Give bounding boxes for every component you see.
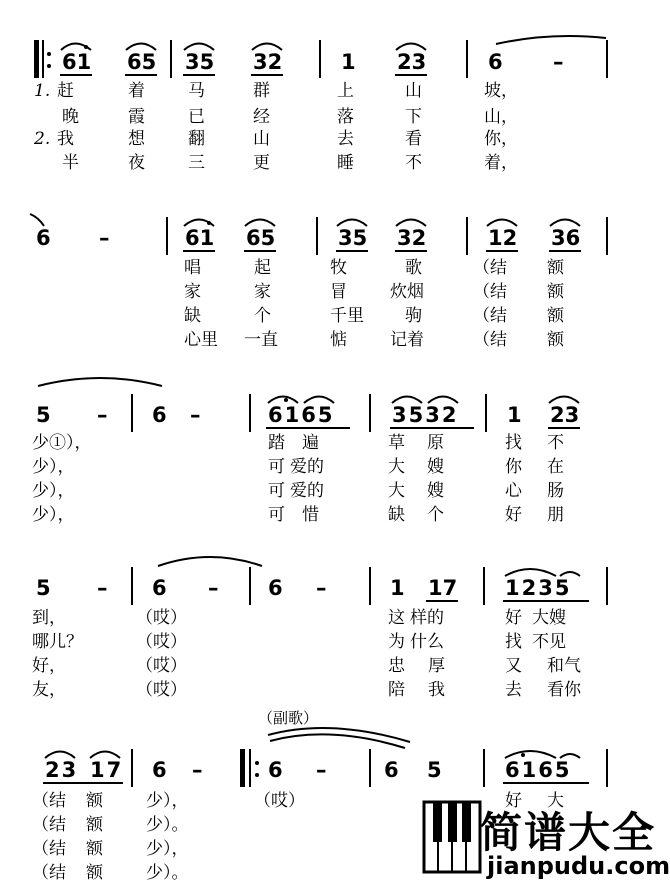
slur-mark: [560, 572, 580, 576]
octave-dot: [521, 753, 525, 757]
lyric: 惜: [302, 505, 319, 525]
lyric: 额: [547, 330, 564, 350]
lyric: 你，: [484, 129, 518, 149]
lyric: 这: [388, 608, 405, 628]
lyric: 落: [337, 107, 354, 127]
lyric: 到，: [32, 608, 66, 628]
lyric: 着，: [484, 153, 518, 173]
note: 65: [246, 226, 276, 250]
lyric: （结: [473, 282, 507, 302]
tie-mark: [30, 214, 44, 226]
note: 1235: [505, 576, 572, 600]
lyric: 又: [505, 656, 522, 676]
lyric: 好: [505, 608, 522, 628]
lyric: 额: [86, 863, 103, 883]
note: 12: [488, 226, 518, 250]
note: 1: [507, 403, 522, 427]
lyric: 少①），: [32, 433, 92, 453]
lyric: 额: [86, 839, 103, 859]
lyric: 赶: [57, 81, 74, 101]
lyric: 肠: [547, 481, 564, 501]
lyric: 少），: [146, 791, 189, 811]
lyric: 看你: [547, 680, 581, 700]
lyric: 少），: [32, 505, 75, 525]
lyric: 朋: [547, 505, 564, 525]
lyric: 唱: [184, 258, 201, 278]
lyric: 牧: [330, 258, 347, 278]
lyric: （结: [473, 306, 507, 326]
note: –: [97, 403, 108, 427]
lyric: 额: [547, 258, 564, 278]
note: 36: [551, 226, 581, 250]
note: 35: [185, 50, 215, 74]
note: 6165: [505, 758, 572, 782]
lyric: （哎）: [136, 680, 187, 700]
refrain-arc: [270, 734, 405, 748]
lyric: 大: [388, 481, 405, 501]
octave-dot: [284, 398, 288, 402]
note: 23: [45, 758, 79, 782]
lyric: 去: [505, 680, 522, 700]
lyric: 歌: [405, 258, 422, 278]
lyric: 原: [427, 433, 444, 453]
lyric: 好: [505, 505, 522, 525]
lyric: （结: [32, 863, 66, 883]
lyric: 大: [388, 457, 405, 477]
watermark-url: jianpudu.com: [487, 852, 670, 880]
slur-mark: [252, 44, 282, 51]
lyric: 哪儿？: [32, 632, 83, 652]
note: 6: [488, 50, 503, 74]
lyric: 驹: [405, 306, 422, 326]
slur-mark: [549, 397, 579, 404]
lyric: 山: [405, 81, 422, 101]
lyric: 千里: [330, 306, 364, 326]
lyric: 少）。: [146, 863, 189, 883]
lyric: 晚: [62, 107, 79, 127]
lyric: （哎）: [136, 656, 187, 676]
note: 6: [152, 576, 167, 600]
lyric: 家: [254, 282, 271, 302]
lyric: （结: [32, 791, 66, 811]
note: 35: [338, 226, 368, 250]
lyric: 翻: [188, 129, 205, 149]
refrain-label: （副歌）: [258, 709, 319, 727]
lyric: 草: [388, 433, 405, 453]
lyric: 家: [184, 282, 201, 302]
note: –: [99, 226, 110, 250]
slur-mark: [268, 397, 298, 404]
note: 6165: [268, 403, 335, 427]
lyric: 记着: [390, 330, 424, 350]
slur-mark: [396, 220, 426, 227]
lyric: 我: [428, 680, 445, 700]
slur-mark: [505, 569, 556, 576]
tie-mark: [158, 557, 262, 566]
note: 32: [253, 50, 283, 74]
lyric: 不: [405, 153, 422, 173]
lyric: 少），: [146, 839, 189, 859]
lyric: 缺: [184, 306, 201, 326]
lyric: （哎）: [254, 791, 305, 811]
note: 6: [36, 226, 51, 250]
lyric: 霞: [128, 107, 145, 127]
note: –: [190, 403, 201, 427]
note: –: [208, 576, 219, 600]
lyric: 少），: [32, 481, 75, 501]
note: 23: [397, 50, 427, 74]
lyric: 缺: [388, 505, 405, 525]
lyric: 三: [188, 153, 205, 173]
note: 5: [36, 576, 51, 600]
tie-mark: [496, 36, 606, 44]
lyric: 上: [337, 81, 354, 101]
note: –: [553, 50, 564, 74]
lyric: 惦: [330, 330, 347, 350]
lyric: 友，: [32, 680, 66, 700]
note: 6: [384, 758, 399, 782]
note: 6: [152, 403, 167, 427]
lyric: 群: [253, 81, 270, 101]
lyric: 可: [268, 481, 285, 501]
note: 17: [90, 758, 124, 782]
lyric: （结: [32, 839, 66, 859]
lyric: 额: [547, 282, 564, 302]
lyric: 冒: [330, 282, 347, 302]
lyric: 个: [254, 306, 271, 326]
note: 23: [550, 403, 580, 427]
note: 1: [390, 576, 405, 600]
lyric: 我: [57, 129, 74, 149]
lyric: 更: [253, 153, 270, 173]
lyric: 经: [253, 107, 270, 127]
note: 6: [268, 576, 283, 600]
lyric: 额: [86, 815, 103, 835]
lyric: （结: [473, 258, 507, 278]
note: 1: [341, 50, 356, 74]
lyric: 不: [547, 433, 564, 453]
lyric: 陪: [388, 680, 405, 700]
verse-number: 1.: [34, 81, 51, 101]
slur-mark: [550, 220, 580, 227]
lyric: 踏: [268, 433, 285, 453]
lyric: 好，: [32, 656, 66, 676]
lyric: 和气: [547, 656, 581, 676]
slur-mark: [505, 751, 556, 758]
slur-mark: [428, 397, 458, 404]
note: 61: [185, 226, 215, 250]
slur-mark: [487, 220, 517, 227]
lyric: 额: [547, 306, 564, 326]
lyric: （哎）: [136, 608, 187, 628]
lyric: （结: [473, 330, 507, 350]
lyric: 嫂: [427, 457, 444, 477]
lyric: 坡，: [484, 81, 518, 101]
verse-number: 2.: [34, 129, 51, 149]
lyric: （结: [32, 815, 66, 835]
note: 32: [397, 226, 427, 250]
lyric: 你: [505, 457, 522, 477]
slur-mark: [126, 44, 156, 51]
note: 3532: [392, 403, 459, 427]
slur-mark: [45, 752, 75, 759]
lyric: 山，: [484, 107, 518, 127]
lyric: 什么: [410, 632, 444, 652]
lyric: 山: [253, 129, 270, 149]
lyric: 已: [188, 107, 205, 127]
note: –: [316, 758, 327, 782]
note: –: [192, 758, 203, 782]
slur-mark: [304, 397, 334, 404]
lyric: 去: [337, 129, 354, 149]
lyric: 心里: [184, 330, 218, 350]
lyric: 厚: [428, 656, 445, 676]
lyric: 可: [268, 505, 285, 525]
lyric: 着: [128, 81, 145, 101]
octave-dot: [207, 221, 211, 225]
lyric: 炊烟: [390, 282, 424, 302]
lyric: 睡: [337, 153, 354, 173]
lyric: 找: [505, 632, 522, 652]
lyric: 心: [505, 481, 522, 501]
slur-mark: [245, 220, 275, 227]
lyric: 爱的: [290, 457, 324, 477]
lyric: 马: [188, 81, 205, 101]
lyric: 遍: [302, 433, 319, 453]
slur-mark: [392, 397, 422, 404]
note: 6: [268, 758, 283, 782]
slur-mark: [560, 754, 580, 758]
lyric: （哎）: [136, 632, 187, 652]
tie-mark: [38, 378, 162, 386]
lyric: 大嫂: [532, 608, 566, 628]
lyric: 一直: [244, 330, 278, 350]
note: 5: [427, 758, 442, 782]
slur-mark: [396, 44, 426, 51]
note: 6: [152, 758, 167, 782]
note: 5: [36, 403, 51, 427]
lyric: 好: [505, 791, 522, 811]
slur-mark: [184, 44, 214, 51]
note: –: [97, 576, 108, 600]
slur-mark: [337, 220, 367, 227]
lyric: 不见: [532, 632, 566, 652]
lyric: 起: [254, 258, 271, 278]
lyric: 嫂: [427, 481, 444, 501]
lyric: 找: [505, 433, 522, 453]
note: 61: [62, 50, 92, 74]
note: –: [316, 576, 327, 600]
lyric: 大: [547, 791, 564, 811]
lyric: 想: [128, 129, 145, 149]
lyric: 下: [405, 107, 422, 127]
lyric: 夜: [128, 153, 145, 173]
note: 17: [428, 576, 458, 600]
lyric: 个: [427, 505, 444, 525]
lyric: 在: [547, 457, 564, 477]
lyric: 爱的: [290, 481, 324, 501]
lyric: 看: [405, 129, 422, 149]
lyric: 少）。: [146, 815, 189, 835]
watermark-title: 简谱大全: [480, 808, 657, 857]
octave-dot: [84, 45, 88, 49]
note: 65: [127, 50, 157, 74]
lyric: 可: [268, 457, 285, 477]
lyric: 忠: [388, 656, 405, 676]
slur-mark: [90, 752, 120, 759]
lyric: 额: [86, 791, 103, 811]
lyric: 样的: [410, 608, 444, 628]
lyric: 少），: [32, 457, 75, 477]
lyric: 半: [62, 153, 79, 173]
lyric: 为: [388, 632, 405, 652]
